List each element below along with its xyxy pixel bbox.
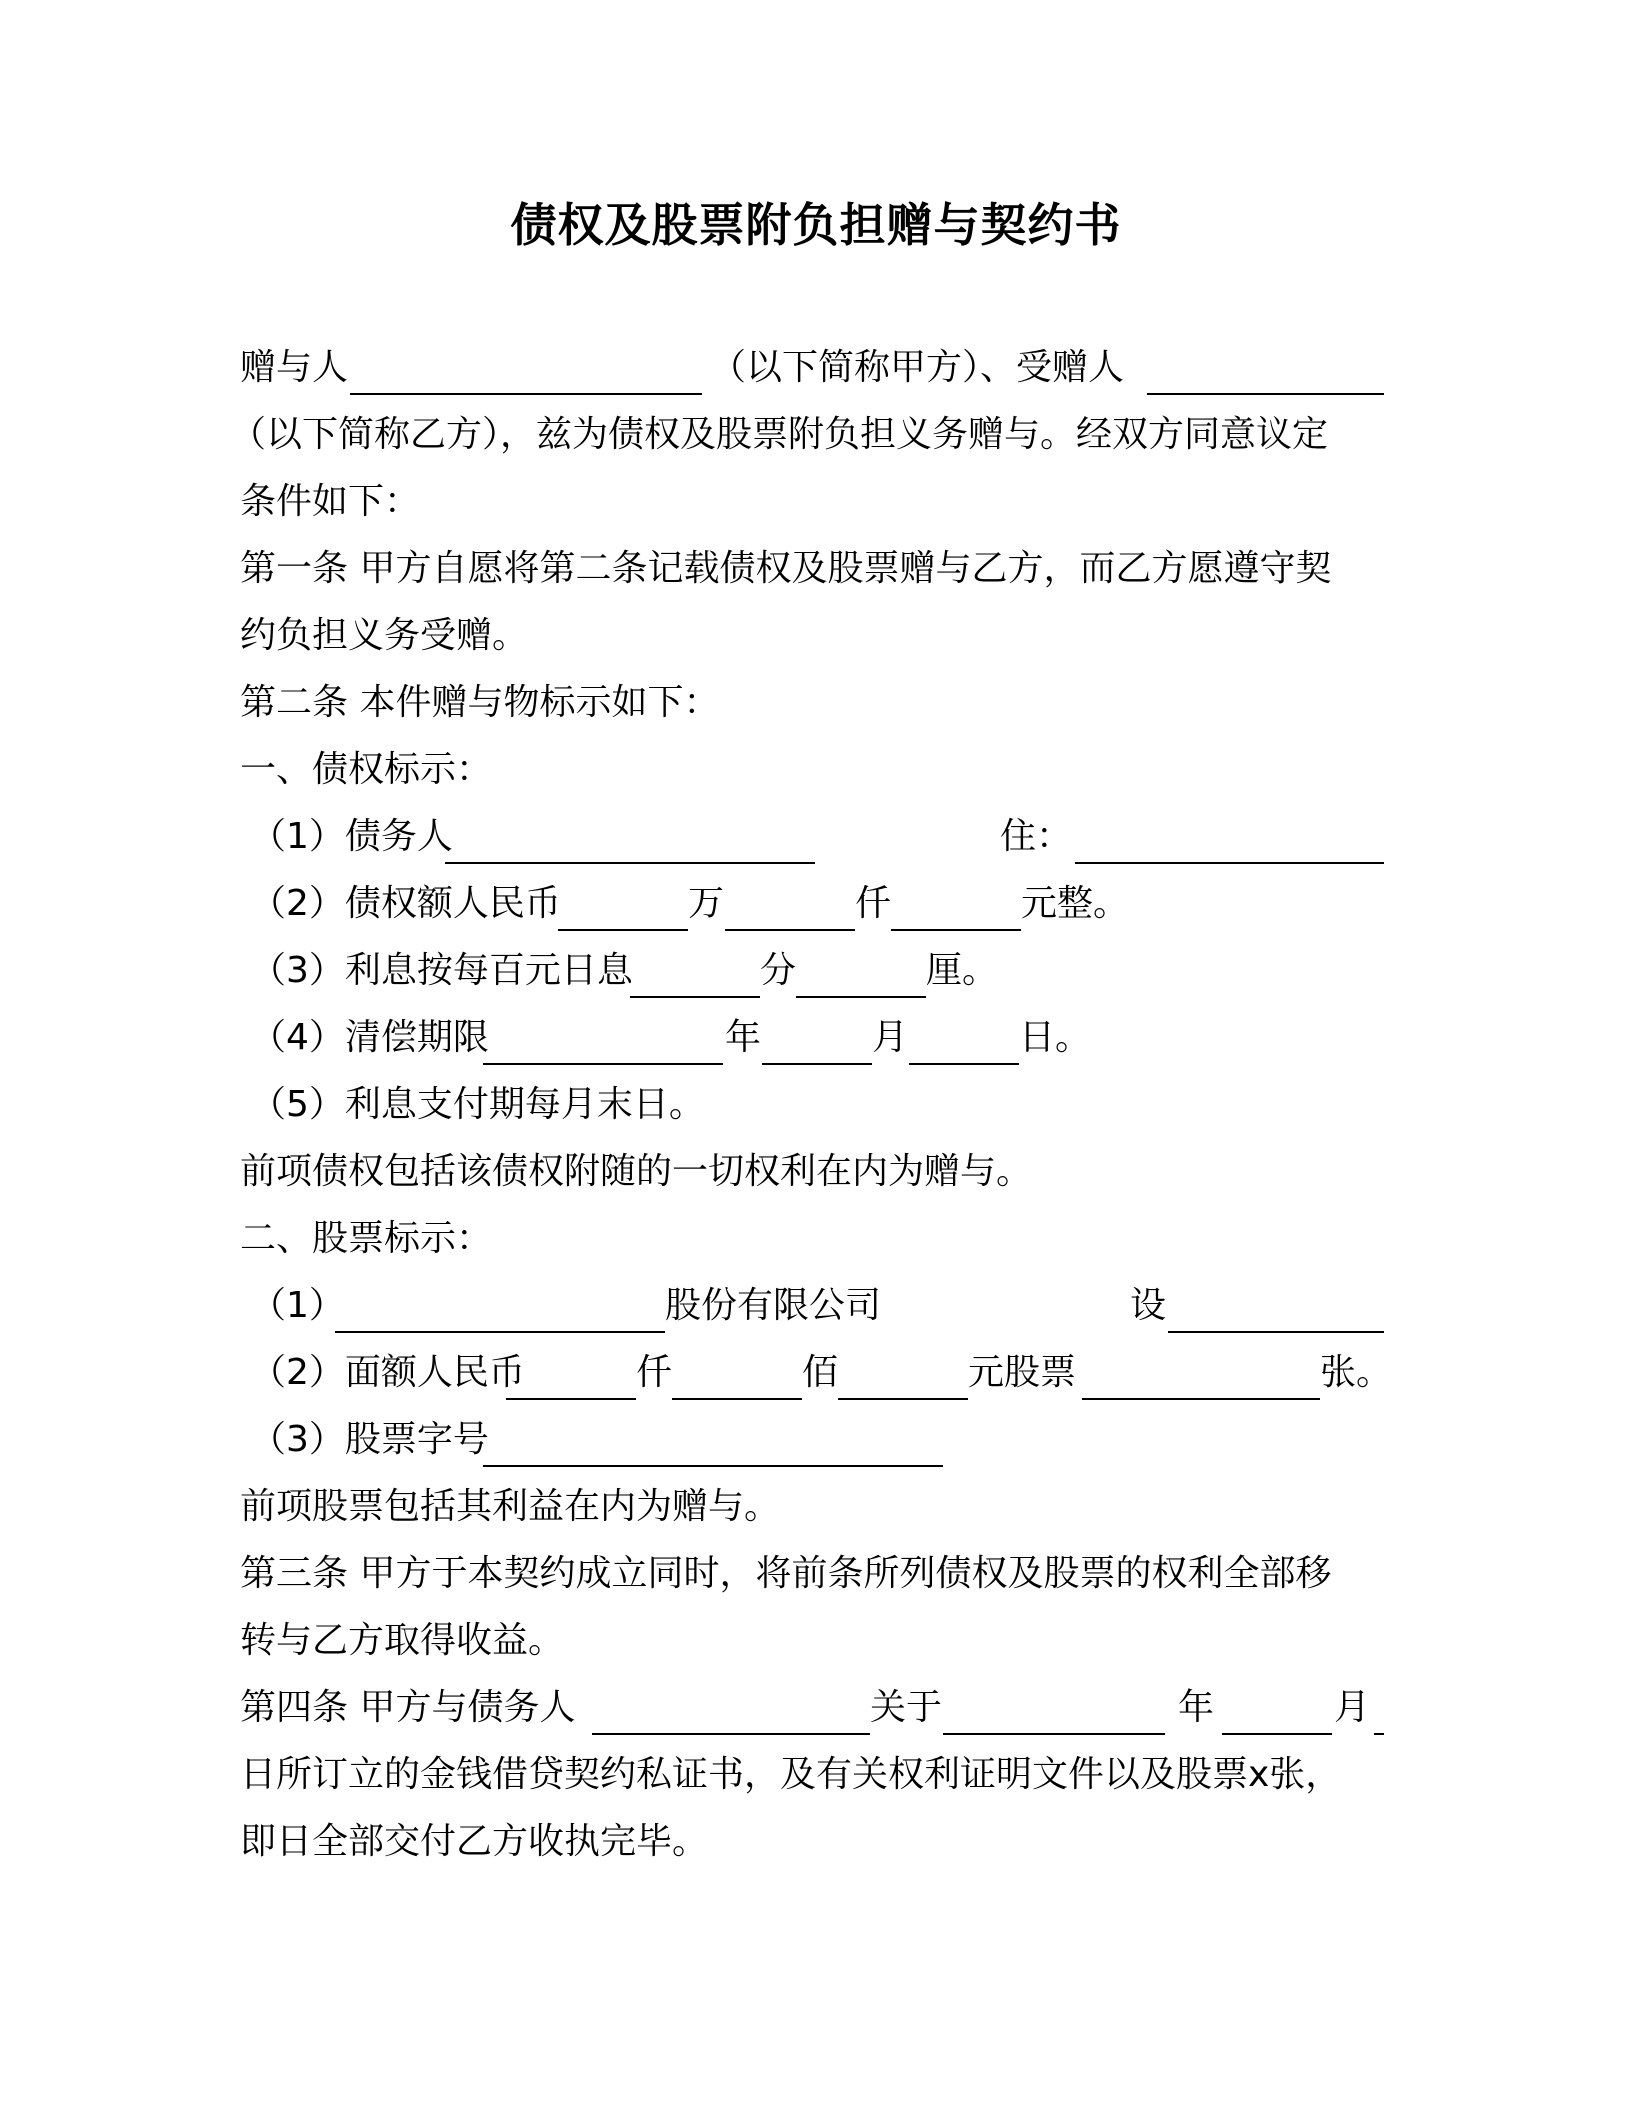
stock-bai-blank[interactable] <box>672 1398 802 1400</box>
article4-line-1 <box>240 1675 1384 1741</box>
interest-li-blank[interactable] <box>796 996 926 998</box>
recipient-suffix: （以下简称乙方），兹为债权及股票附负担义务赠与。经双方同意议定 <box>230 414 1329 455</box>
article4-month-unit: 月 <box>1334 1687 1371 1728</box>
debt-item-2 <box>240 871 1384 937</box>
stock-zhang-unit: 张。 <box>1320 1352 1393 1393</box>
stock-count-blank[interactable] <box>1082 1398 1320 1400</box>
stock-item-3 <box>240 1407 1384 1473</box>
stock-face-value-label: （2）面额人民币 <box>250 1352 525 1393</box>
stock-location-blank[interactable] <box>1168 1331 1384 1333</box>
debt-yuan-unit: 元整。 <box>1021 883 1130 924</box>
debt-wan-blank[interactable] <box>558 929 688 931</box>
debt-yuan-blank[interactable] <box>891 929 1021 931</box>
stock-qian-blank[interactable] <box>506 1398 636 1400</box>
stock-item-2 <box>240 1340 1393 1406</box>
repayment-day-unit: 日。 <box>1019 1017 1092 1058</box>
article4-day-blank[interactable] <box>1374 1733 1384 1735</box>
interest-fen-unit: 分 <box>760 950 797 991</box>
article1-text-1: 第一条 甲方自愿将第二条记载债权及股票赠与乙方，而乙方愿遵守契 <box>240 548 1332 589</box>
stock-yuan-unit: 元股票 <box>968 1352 1077 1393</box>
interest-li-unit: 厘。 <box>926 950 999 991</box>
stock-company-blank[interactable] <box>335 1331 665 1333</box>
repayment-month-unit: 月 <box>872 1017 909 1058</box>
conditions-text: 条件如下： <box>240 481 421 522</box>
debt-qian-blank[interactable] <box>725 929 855 931</box>
article1-line-1 <box>240 536 1384 602</box>
repayment-year-unit: 年 <box>725 1017 762 1058</box>
interest-rate-label: （3）利息按每百元日息 <box>250 950 633 991</box>
article2-heading: 第二条 本件赠与物标示如下： <box>240 682 720 723</box>
article3-text-2: 转与乙方取得收益。 <box>240 1620 565 1661</box>
stock-company-suffix: 股份有限公司 <box>665 1285 882 1326</box>
donor-label: 赠与人 <box>240 347 349 388</box>
article3-line-2 <box>240 1608 1384 1674</box>
article4-debtor-blank[interactable] <box>592 1733 870 1735</box>
article3-line-1 <box>240 1541 1384 1607</box>
repayment-day-blank[interactable] <box>909 1063 1019 1065</box>
article3-text-1: 第三条 甲方于本契约成立同时，将前条所列债权及股票的权利全部移 <box>240 1553 1332 1594</box>
stock-note: 前项股票包括其利益在内为赠与。 <box>240 1486 781 1527</box>
article4-text-3: 即日全部交付乙方收执完毕。 <box>240 1821 709 1862</box>
debt-note-line <box>240 1139 1384 1205</box>
article4-about: 关于 <box>870 1687 943 1728</box>
article4-year-blank[interactable] <box>943 1733 1165 1735</box>
stock-qian-unit: 仟 <box>636 1352 673 1393</box>
debt-item-3 <box>240 938 1384 1004</box>
repayment-label: （4）清偿期限 <box>250 1017 489 1058</box>
stock-yuan-blank[interactable] <box>838 1398 968 1400</box>
article2-heading-line <box>240 670 1384 736</box>
debt-qian-unit: 仟 <box>855 883 892 924</box>
article1-text-2: 约负担义务受赠。 <box>240 615 529 656</box>
preamble-line-3 <box>240 469 1384 535</box>
repayment-month-blank[interactable] <box>762 1063 872 1065</box>
article4-line-2 <box>240 1742 1384 1808</box>
article4-label: 第四条 甲方与债务人 <box>240 1687 576 1728</box>
debt-item-4 <box>240 1005 1384 1071</box>
article1-line-2 <box>240 603 1384 669</box>
stock-serial-blank[interactable] <box>483 1465 943 1467</box>
donor-name-blank[interactable] <box>350 393 702 395</box>
interest-payment-text: （5）利息支付期每月末日。 <box>250 1084 705 1125</box>
stock-heading-line <box>240 1206 1384 1272</box>
stock-heading: 二、股票标示： <box>240 1218 493 1259</box>
recipient-name-blank[interactable] <box>1147 393 1384 395</box>
preamble-line-1 <box>240 335 1384 401</box>
article4-line-3 <box>240 1809 1384 1875</box>
document-title: 债权及股票附负担赠与契约书 <box>510 198 1122 252</box>
stock-note-line <box>240 1474 1384 1540</box>
debtor-name-blank[interactable] <box>445 862 815 864</box>
debt-wan-unit: 万 <box>688 883 725 924</box>
stock-item1-label: （1） <box>250 1285 345 1326</box>
debt-heading: 一、债权标示： <box>240 749 493 790</box>
debt-item-5 <box>240 1072 1384 1138</box>
debt-note: 前项债权包括该债权附随的一切权利在内为赠与。 <box>240 1151 1033 1192</box>
interest-fen-blank[interactable] <box>630 996 760 998</box>
debtor-address-blank[interactable] <box>1075 862 1384 864</box>
stock-serial-label: （3）股票字号 <box>250 1419 489 1460</box>
stock-item-1 <box>240 1273 1384 1339</box>
debtor-label: （1）债务人 <box>250 816 453 857</box>
preamble-line-2 <box>230 402 1384 468</box>
stock-located-label: 设 <box>1130 1285 1167 1326</box>
debt-amount-label: （2）债权额人民币 <box>250 883 561 924</box>
stock-bai-unit: 佰 <box>802 1352 839 1393</box>
repayment-year-blank[interactable] <box>483 1063 723 1065</box>
article4-year-unit: 年 <box>1178 1687 1215 1728</box>
article4-month-blank[interactable] <box>1222 1733 1332 1735</box>
donor-suffix: （以下简称甲方）、受赠人 <box>710 347 1125 388</box>
article4-text-2: 日所订立的金钱借贷契约私证书，及有关权利证明文件以及股票x张， <box>240 1754 1342 1795</box>
debt-heading-line <box>240 737 1384 803</box>
debtor-address-label: 住： <box>1000 816 1073 857</box>
debt-item-1 <box>240 804 1384 870</box>
